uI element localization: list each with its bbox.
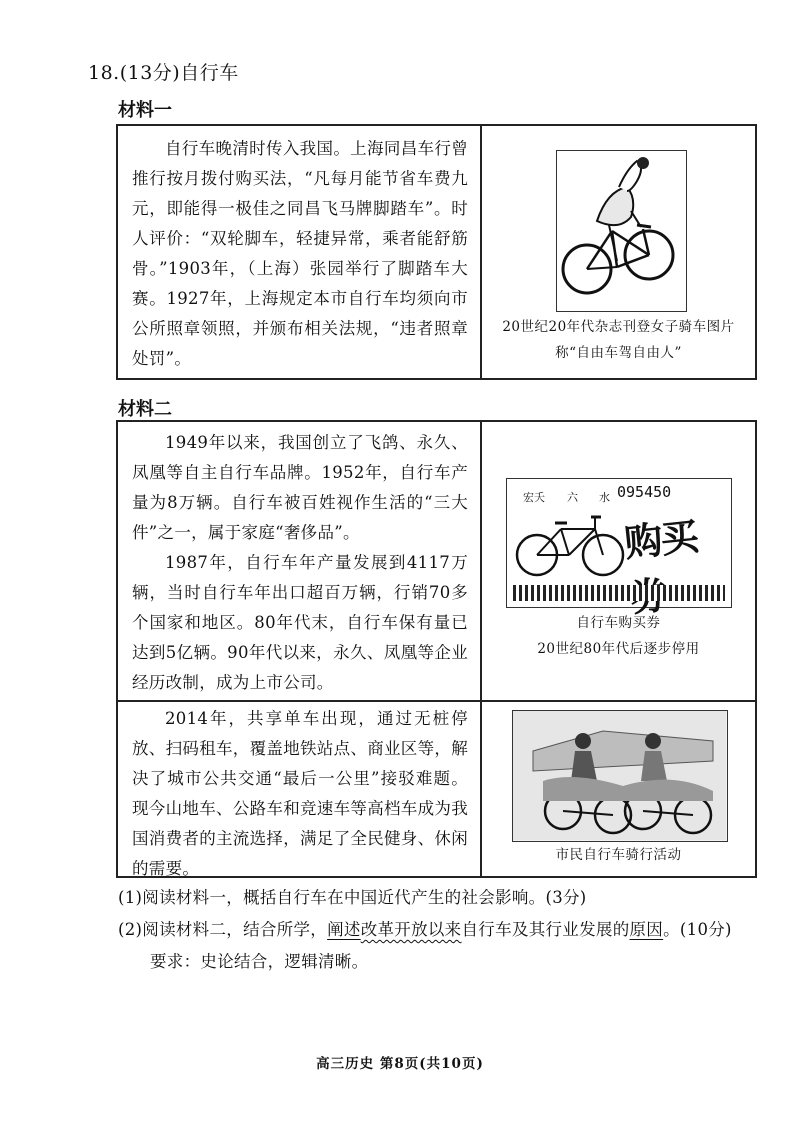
coupon-bicycle-icon bbox=[511, 503, 631, 583]
coupon-serial: 095450 bbox=[617, 483, 672, 501]
cyclists-icon bbox=[513, 711, 726, 840]
bicycle-woman-icon bbox=[557, 151, 685, 310]
material2-coupon-cell bbox=[482, 422, 755, 700]
coupon-left-text-1: 宏夭 bbox=[523, 491, 545, 504]
material2-photo-cell bbox=[482, 702, 755, 876]
task-requirement: 要求：史论结合，逻辑清晰。 bbox=[150, 952, 369, 971]
page-footer: 高三历史 第8页(共10页) bbox=[316, 1056, 484, 1072]
question-title: 18.(13分)自行车 bbox=[88, 62, 239, 84]
bicycle-coupon-image bbox=[506, 478, 732, 608]
material1-image-cell bbox=[482, 126, 755, 378]
coupon-stamp-text: 购买券 bbox=[622, 513, 699, 566]
material1-caption-2: 称“自由车驾自由人” bbox=[555, 345, 682, 361]
photo-caption: 市民自行车骑行活动 bbox=[555, 847, 682, 863]
task-2-part5: 原因 bbox=[629, 920, 664, 939]
cycling-event-photo bbox=[512, 710, 728, 842]
task-2-part3: 改革开放以来 bbox=[360, 920, 462, 939]
material1-text-cell bbox=[118, 126, 482, 378]
material1-label: 材料一 bbox=[118, 100, 172, 121]
task-2-part6: 。(10分) bbox=[663, 920, 732, 939]
task-2 bbox=[118, 916, 732, 944]
coupon-caption-1: 自行车购买券 bbox=[576, 615, 661, 631]
material1-text: 自行车晚清时传入我国。上海同昌车行曾推行按月拨付购买法，“凡每月能节省车费九元，即能得一极佳之同昌飞马牌脚踏车”。时人评价：“双轮脚车，轻捷异常，乘者能舒筋骨。”1903年，（上海）张园举行了脚踏车大赛。1927年，上海规定本市自行车均须向市公所照章领照，并颁布相关法规，“违者照章处罚”。 bbox=[132, 139, 468, 368]
material2-text-cell-top bbox=[118, 422, 482, 700]
coupon-left-text-3: 水 bbox=[599, 491, 610, 504]
material2-para3: 2014年，共享单车出现，通过无桩停放、扫码租车，覆盖地铁站点、商业区等，解决了城市公共交通“最后一公里”接驳难题。现今山地车、公路车和竞速车等高档车成为我国消费者的主流选择，满足了全民健身、休闲的需要。 bbox=[132, 709, 468, 878]
task-2-part1: (2)阅读材料二，结合所学， bbox=[118, 920, 328, 939]
material2-text-cell-bottom bbox=[118, 702, 482, 876]
material2-box bbox=[116, 420, 757, 878]
material2-para1: 1949年以来，我国创立了飞鸽、永久、凤凰等自主自行车品牌。1952年，自行车产量为8万辆。自行车被百姓视作生活的“三大件”之一，属于家庭“奢侈品”。 bbox=[132, 433, 468, 542]
material2-label: 材料二 bbox=[118, 399, 172, 420]
coupon-left-text-2: 六 bbox=[567, 491, 578, 504]
task-2-part4: 自行车及其行业发展的 bbox=[461, 920, 630, 939]
task-2-part2: 阐述 bbox=[327, 920, 361, 939]
woman-cyclist-illustration bbox=[556, 150, 687, 312]
coupon-caption-2: 20世纪80年代后逐步停用 bbox=[537, 641, 700, 657]
material2-para2: 1987年，自行车年产量发展到4117万辆，当时自行车年出口超百万辆，行销70多个国家和地区。80年代末，自行车保有量已达到5亿辆。90年代以来，永久、凤凰等企业经历改制，成为上市公司。 bbox=[132, 553, 468, 692]
material1-caption-1: 20世纪20年代杂志刊登女子骑车图片 bbox=[502, 319, 735, 335]
task-1: (1)阅读材料一，概括自行车在中国近代产生的社会影响。(3分) bbox=[118, 888, 587, 907]
material1-box bbox=[116, 124, 757, 380]
coupon-border-pattern bbox=[513, 585, 725, 601]
